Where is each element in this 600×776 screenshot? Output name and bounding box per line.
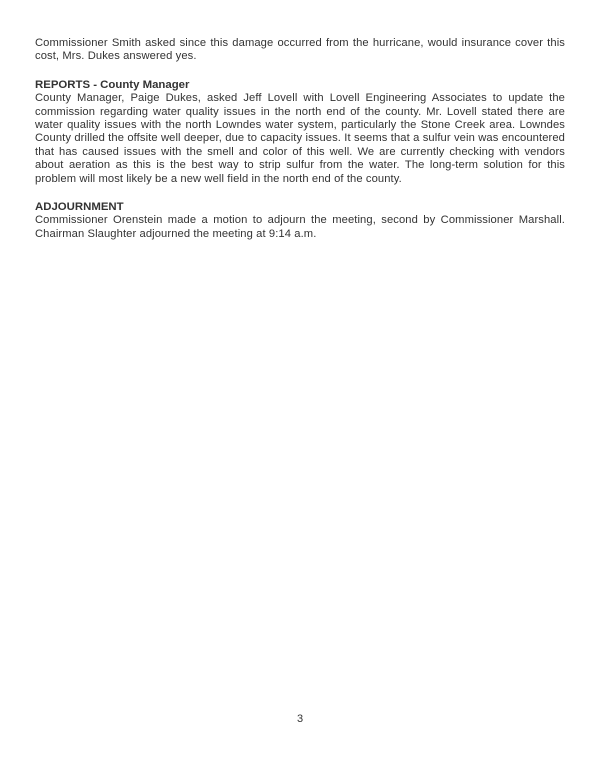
page-content [35,37,565,256]
page-number: 3 [296,713,304,725]
section-heading-reports: REPORTS - County Manager [35,78,190,91]
paragraph-adjournment: Commissioner Orenstein made a motion to adjourn the meeting, second by Commissioner Marshall. Chairman Slaughter adjourned the meeting at 9:14 a.m. [35,214,565,240]
paragraph-county-manager-report: County Manager, Paige Dukes, asked Jeff Lovell with Lovell Engineering Associates to update the commission regarding water quality issues in the north end of the county. Mr. Lovell stated there are water quality issues with the north Lowndes water system, particularly the Stone Creek area. Lowndes County drilled the offsite well deeper, due to capacity issues. It seems that a sulfur vein was encountered that has caused issues with the smell and color of this well. We are currently checking with vendors about aeration as this is the best way to strip sulfur from the water. The long-term solution for this problem will most likely be a new well field in the north end of the county. [35,92,565,185]
section-heading-adjournment: ADJOURNMENT [35,201,124,214]
paragraph-insurance: Commissioner Smith asked since this damage occurred from the hurricane, would insurance cover this cost, Mrs. Dukes answered yes. [35,37,565,63]
